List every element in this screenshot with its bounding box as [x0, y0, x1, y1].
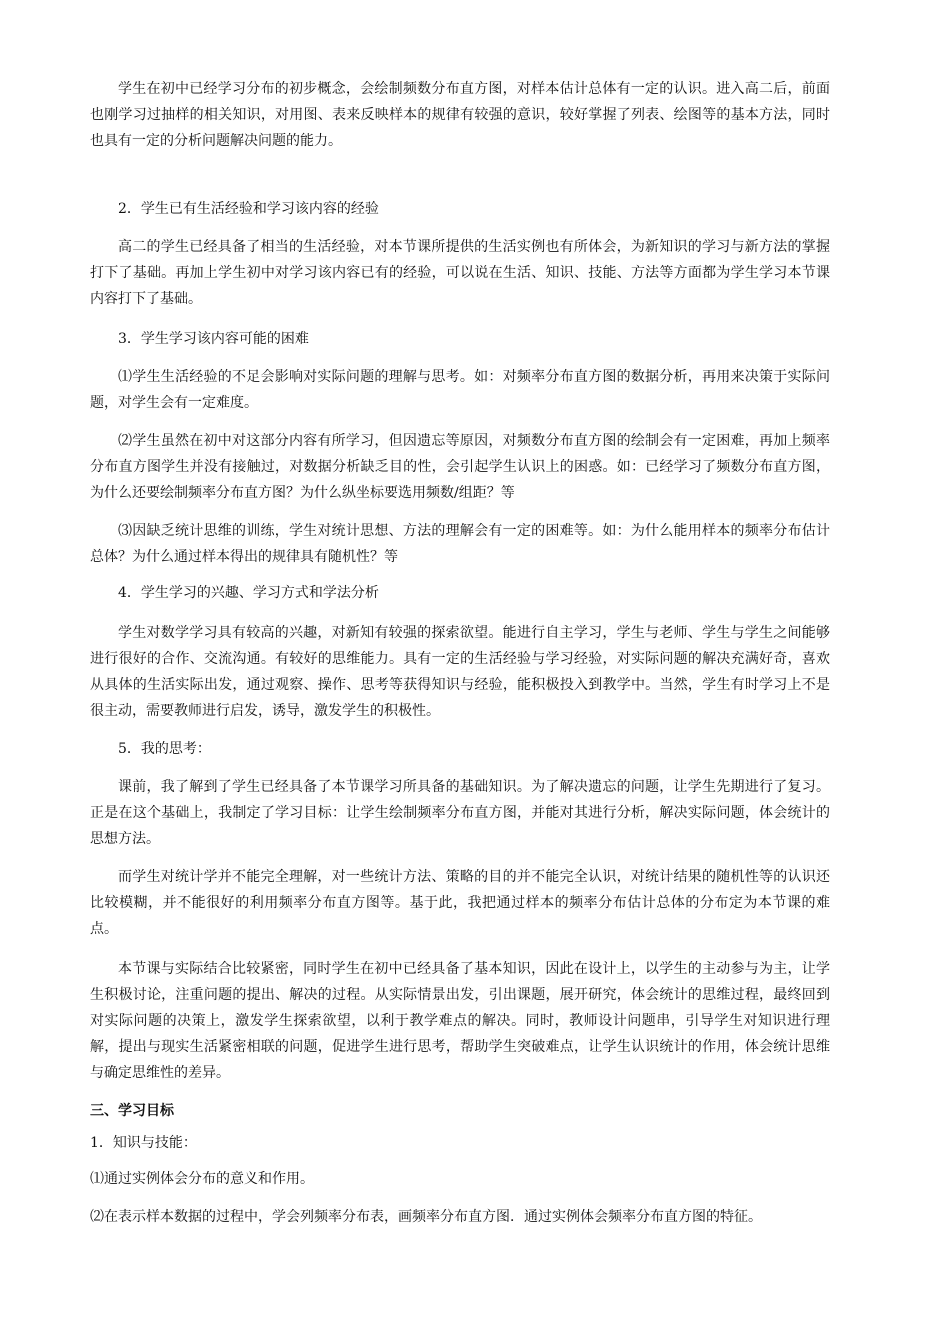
- subheading-difficulties: 3．学生学习该内容可能的困难: [118, 331, 309, 347]
- section-title-learning-goals: 三、学习目标: [90, 1103, 174, 1119]
- subheading-interest-methods: 4．学生学习的兴趣、学习方式和学法分析: [118, 585, 379, 601]
- paragraph-thinking-1: 课前，我了解到了学生已经具备了本节课学习所具备的基础知识。为了解决遗忘的问题，让学生先期进行了复习。正是在这个基础上，我制定了学习目标：让学生绘制频率分布直方图，并能对其进行分析，解决实际问题，体会统计的思想方法。: [90, 779, 830, 847]
- paragraph-interest-methods: 学生对数学学习具有较高的兴趣，对新知有较强的探索欲望。能进行自主学习，学生与老师、学生与学生之间能够进行很好的合作、交流沟通。有较好的思维能力。具有一定的生活经验与学习经验，对实际问题的解决充满好奇，喜欢从具体的生活实际出发，通过观察、操作、思考等获得知识与经验，能积极投入到教学中。当然，学生有时学习上不是很主动，需要教师进行启发，诱导，激发学生的积极性。: [90, 625, 830, 719]
- paragraph-difficulty-3: ⑶因缺乏统计思维的训练，学生对统计思想、方法的理解会有一定的困难等。如：为什么能用样本的频率分布估计总体？为什么通过样本得出的规律具有随机性？等: [90, 523, 830, 565]
- subheading-life-experience: 2．学生已有生活经验和学习该内容的经验: [118, 201, 379, 217]
- goal-item-1: ⑴通过实例体会分布的意义和作用。: [90, 1171, 314, 1187]
- paragraph-life-experience: 高二的学生已经具备了相当的生活经验，对本节课所提供的生活实例也有所体会，为新知识的学习与新方法的掌握打下了基础。再加上学生初中对学习该内容已有的经验，可以说在生活、知识、技能、方法等方面都为学生学习本节课内容打下了基础。: [90, 239, 830, 307]
- paragraph-thinking-3: 本节课与实际结合比较紧密，同时学生在初中已经具备了基本知识，因此在设计上，以学生的主动参与为主，让学生积极讨论，注重问题的提出、解决的过程。从实际情景出发，引出课题，展开研究，体会统计的思维过程，最终回到对实际问题的决策上，激发学生探索欲望，以利于教学难点的解决。同时，教师设计问题串，引导学生对知识进行理解，提出与现实生活紧密相联的问题，促进学生进行思考，帮助学生突破难点，让学生认识统计的作用，体会统计思维与确定思维性的差异。: [90, 961, 830, 1081]
- paragraph-thinking-2: 而学生对统计学并不能完全理解，对一些统计方法、策略的目的并不能完全认识，对统计结果的随机性等的认识还比较模糊，并不能很好的利用频率分布直方图等。基于此，我把通过样本的频率分布估计总体的分布定为本节课的难点。: [90, 869, 830, 937]
- paragraph-difficulty-2: ⑵学生虽然在初中对这部分内容有所学习，但因遗忘等原因，对频数分布直方图的绘制会有一定困难，再加上频率分布直方图学生并没有接触过，对数据分析缺乏目的性，会引起学生认识上的困惑。如：已经学习了频数分布直方图，为什么还要绘制频率分布直方图？为什么纵坐标要选用频数/组距？等: [90, 433, 830, 501]
- goal-item-2: ⑵在表示样本数据的过程中，学会列频率分布表，画频率分布直方图．通过实例体会频率分布直方图的特征。: [90, 1209, 762, 1225]
- paragraph-difficulty-1: ⑴学生生活经验的不足会影响对实际问题的理解与思考。如：对频率分布直方图的数据分析，再用来决策于实际问题，对学生会有一定难度。: [90, 369, 830, 411]
- subheading-my-thinking: 5．我的思考：: [118, 741, 211, 757]
- goal-subheading-knowledge-skills: 1．知识与技能：: [90, 1135, 197, 1151]
- paragraph-prior-knowledge: 学生在初中已经学习分布的初步概念，会绘制频数分布直方图，对样本估计总体有一定的认识。进入高二后，前面也刚学习过抽样的相关知识，对用图、表来反映样本的规律有较强的意识，较好掌握了列表、绘图等的基本方法，同时也具有一定的分析问题解决问题的能力。: [90, 81, 830, 149]
